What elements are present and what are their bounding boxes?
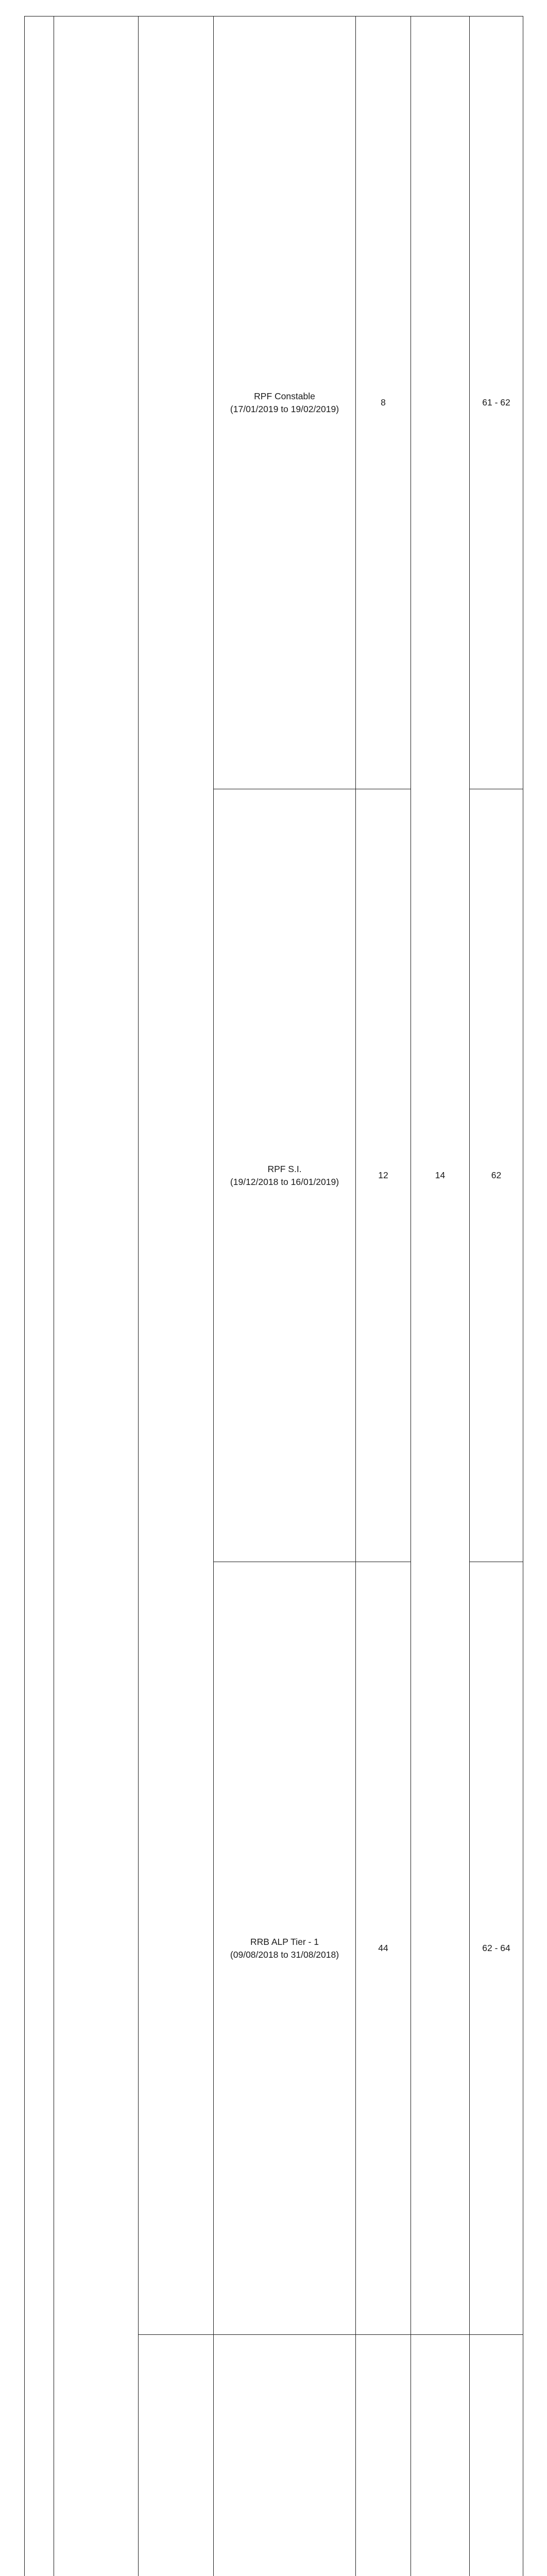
exam-cell [214,1562,356,2335]
question-count-cell: 44 [356,1562,411,2335]
page-range-cell [470,2335,523,2576]
chapter-index-table [24,16,523,2576]
table-row [25,16,523,789]
question-count-cell: 8 [356,16,411,789]
exam-dates: (09/08/2018 to 31/08/2018) [216,1948,353,1961]
serial-number-cell [25,16,54,2576]
page-range-cell: 62 - 64 [470,1562,523,2335]
chapter-name-cell [54,16,139,2576]
exam-name: RRB ALP Tier - 1 [216,1936,353,1948]
page-range-cell: 62 [470,789,523,1562]
exam-cell [214,2335,356,2576]
page-range-cell: 61 - 62 [470,16,523,789]
day-cell [411,2335,470,2576]
exam-name: RPF S.I. [216,1163,353,1176]
index-table-container [24,16,523,757]
document-page [0,0,547,773]
question-count-cell [356,2335,411,2576]
content-type-cell [139,2335,214,2576]
exam-dates: (19/12/2018 to 16/01/2019) [216,1176,353,1189]
exam-cell [214,16,356,789]
content-type-cell [139,16,214,2335]
exam-name: RPF Constable [216,390,353,403]
exam-dates: (17/01/2019 to 19/02/2019) [216,403,353,416]
exam-cell [214,789,356,1562]
day-cell: 14 [411,16,470,2335]
question-count-cell: 12 [356,789,411,1562]
